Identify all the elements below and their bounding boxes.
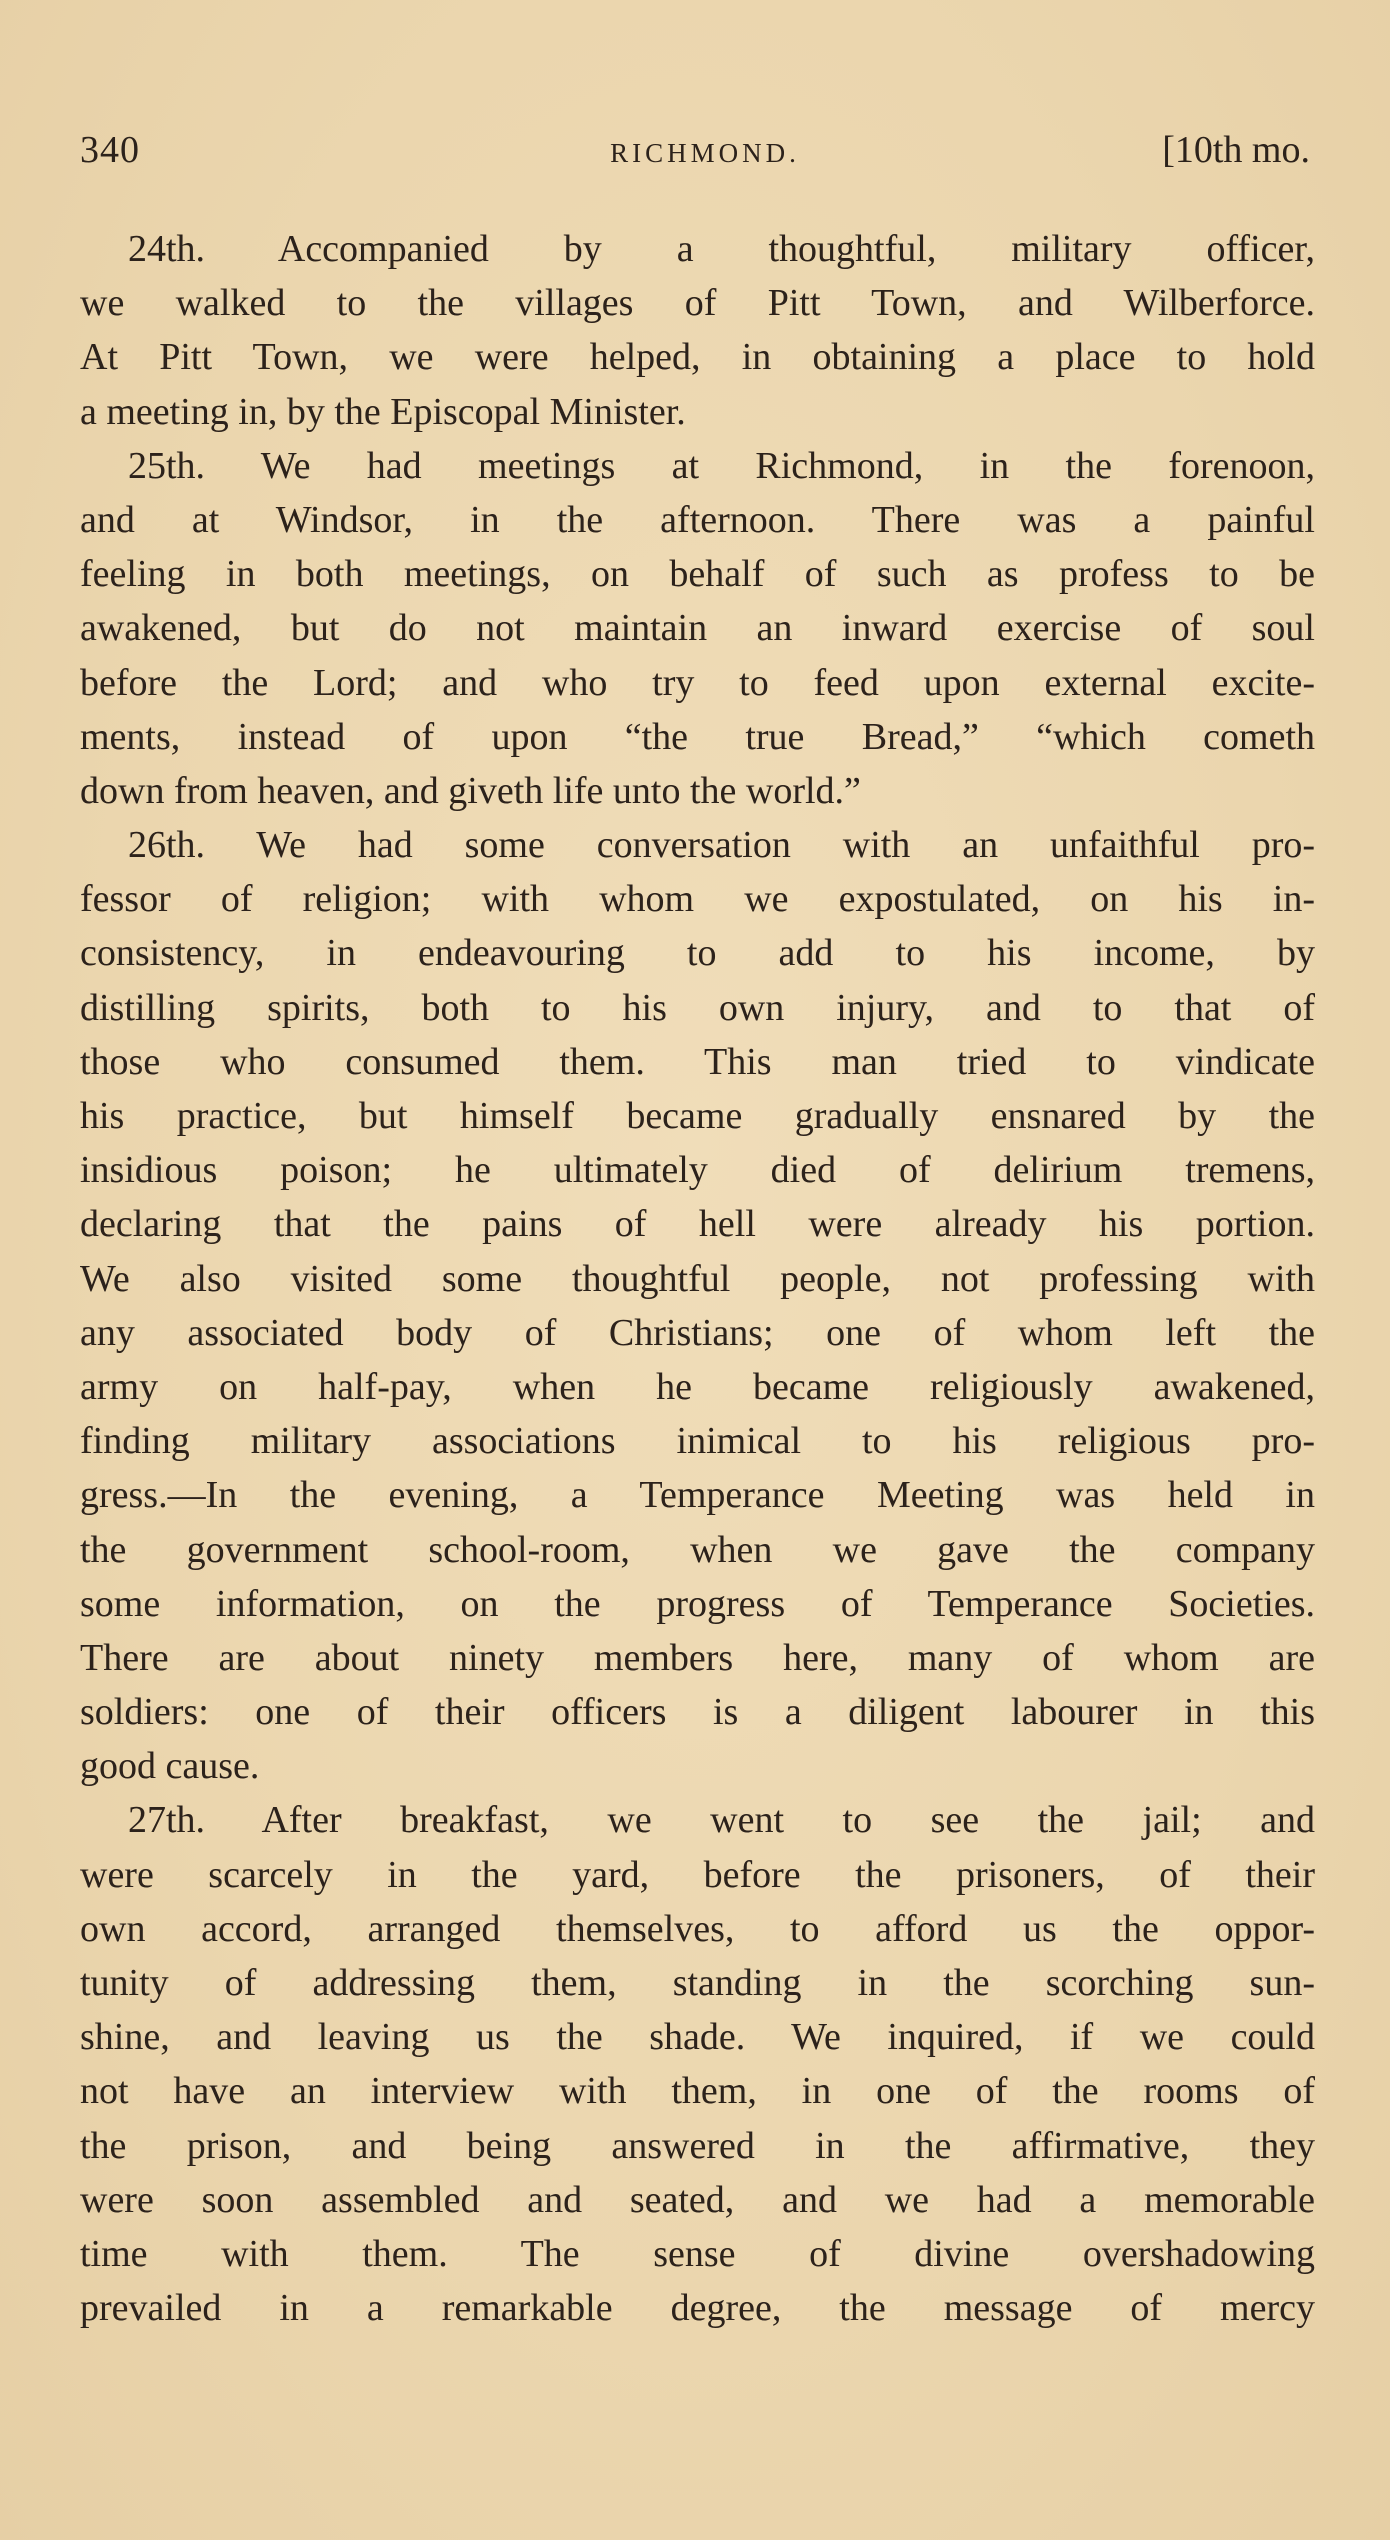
running-title: RICHMOND.: [610, 138, 800, 168]
text-line: gress.—In the evening, a Temperance Meeting was held in: [80, 1474, 1315, 1517]
text-line: the government school-room, when we gave the company: [80, 1528, 1315, 1571]
text-line: some information, on the progress of Temperance Societies.: [80, 1582, 1315, 1625]
text-line: At Pitt Town, we were helped, in obtaining a place to hold: [80, 336, 1315, 379]
text-line: own accord, arranged themselves, to afford us the oppor-: [80, 1907, 1315, 1950]
text-line: ments, instead of upon “the true Bread,” “which cometh: [80, 715, 1315, 758]
text-line: army on half-pay, when he became religiously awakened,: [80, 1365, 1315, 1408]
text-line: those who consumed them. This man tried to vindicate: [80, 1040, 1315, 1083]
section-marker: [10th mo.: [1162, 129, 1310, 171]
text-line: were soon assembled and seated, and we had a memorable: [80, 2178, 1315, 2221]
text-line: a meeting in, by the Episcopal Minister.: [80, 390, 686, 433]
text-line: 25th. We had meetings at Richmond, in the forenoon,: [128, 444, 1315, 487]
text-line: his practice, but himself became gradually ensnared by the: [80, 1095, 1315, 1137]
text-line: tunity of addressing them, standing in the scorching sun-: [80, 1962, 1315, 2004]
text-line: we walked to the villages of Pitt Town, and Wilberforce.: [80, 282, 1315, 325]
text-line: fessor of religion; with whom we expostulated, on his in-: [80, 878, 1315, 921]
text-line: 26th. We had some conversation with an unfaithful pro-: [128, 824, 1315, 867]
body-text: [80, 222, 1315, 2335]
text-line: prevailed in a remarkable degree, the message of mercy: [80, 2287, 1315, 2330]
text-line: soldiers: one of their officers is a diligent labourer in this: [80, 1691, 1315, 1734]
text-line: and at Windsor, in the afternoon. There was a painful: [80, 498, 1315, 541]
text-line: We also visited some thoughtful people, not professing with: [80, 1257, 1315, 1300]
text-line: 27th. After breakfast, we went to see the jail; and: [128, 1799, 1315, 1842]
text-line: time with them. The sense of divine overshadowing: [80, 2232, 1315, 2275]
text-line: There are about ninety members here, many of whom are: [80, 1636, 1315, 1679]
text-line: were scarcely in the yard, before the prisoners, of their: [80, 1853, 1315, 1896]
text-line: awakened, but do not maintain an inward exercise of soul: [80, 607, 1315, 650]
text-line: before the Lord; and who try to feed upon external excite-: [80, 661, 1315, 704]
text-line: not have an interview with them, in one of the rooms of: [80, 2070, 1315, 2113]
text-line: consistency, in endeavouring to add to his income, by: [80, 932, 1315, 975]
page-number: 340: [80, 129, 140, 171]
text-line: the prison, and being answered in the affirmative, they: [80, 2124, 1315, 2167]
text-line: finding military associations inimical to his religious pro-: [80, 1420, 1315, 1463]
text-line: insidious poison; he ultimately died of delirium tremens,: [80, 1149, 1315, 1192]
text-line: down from heaven, and giveth life unto the world.”: [80, 769, 861, 812]
page-header: [80, 128, 1310, 180]
text-line: feeling in both meetings, on behalf of such as profess to be: [80, 553, 1315, 596]
text-line: any associated body of Christians; one of whom left the: [80, 1311, 1315, 1354]
text-line: 24th. Accompanied by a thoughtful, military officer,: [128, 228, 1315, 270]
text-line: good cause.: [80, 1745, 260, 1788]
text-line: distilling spirits, both to his own injury, and to that of: [80, 986, 1315, 1029]
text-line: declaring that the pains of hell were already his portion.: [80, 1203, 1315, 1246]
text-line: shine, and leaving us the shade. We inquired, if we could: [80, 2016, 1315, 2059]
